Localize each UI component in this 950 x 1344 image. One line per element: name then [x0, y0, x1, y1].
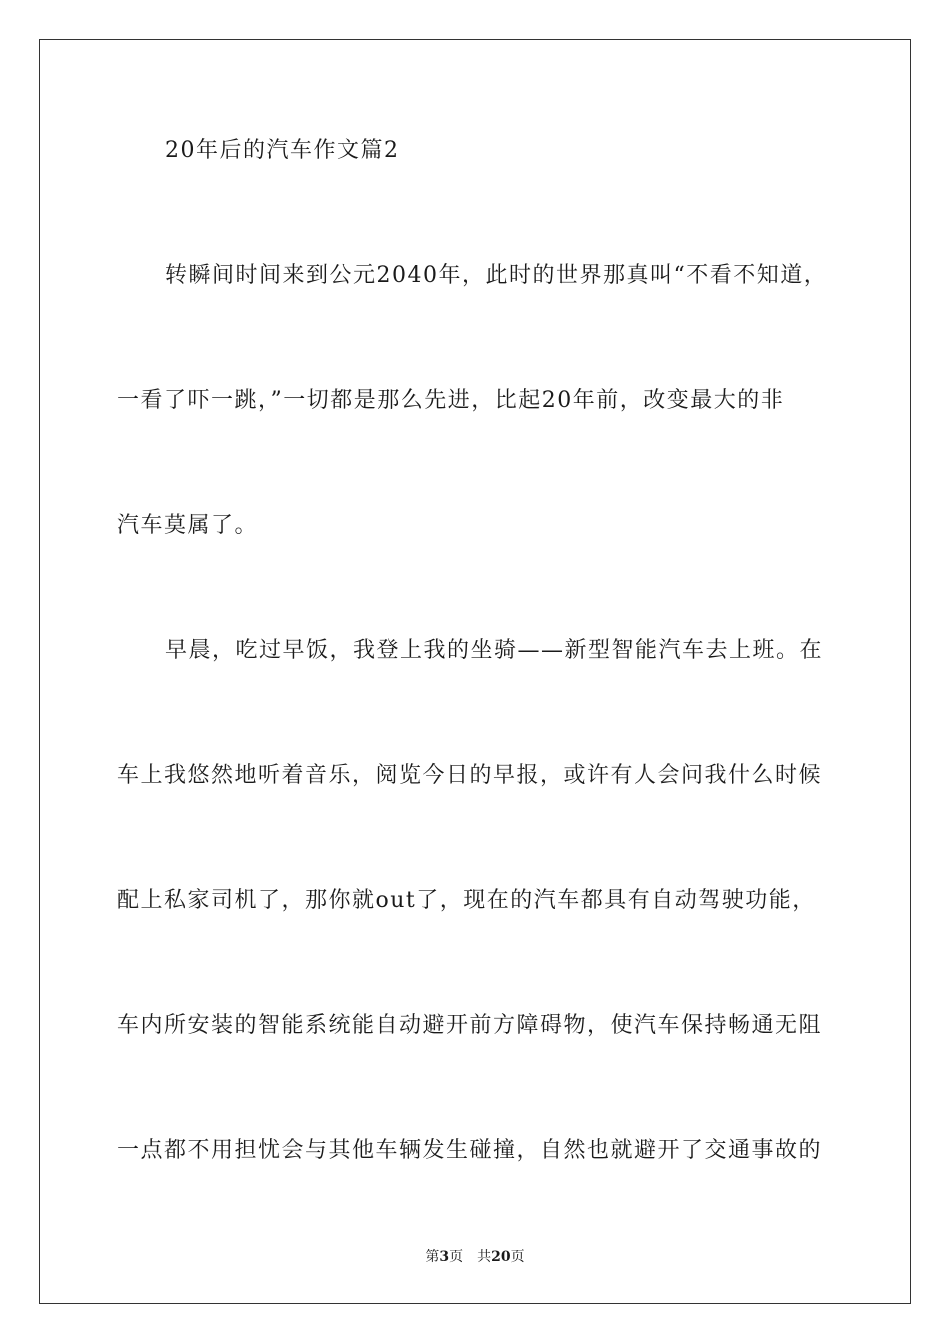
footer-page-suffix: 页 [449, 1249, 464, 1265]
footer-total-suffix: 页 [510, 1249, 525, 1265]
paragraph-line-2: 一看了吓一跳，”一切都是那么先进，比起20年前，改变最大的非 [117, 388, 785, 413]
footer-total-pages: 20 [491, 1249, 511, 1265]
paragraph-line-1: 转瞬间时间来到公元2040年，此时的世界那真叫“不看不知道， [165, 263, 828, 288]
paragraph-line-5: 车上我悠然地听着音乐，阅览今日的早报，或许有人会问我什么时候 [117, 763, 823, 788]
paragraph-line-3: 汽车莫属了。 [117, 513, 259, 538]
paragraph-line-6: 配上私家司机了，那你就out了，现在的汽车都具有自动驾驶功能， [117, 888, 816, 913]
page-footer [0, 1248, 950, 1266]
paragraph-line-8: 一点都不用担忧会与其他车辆发生碰撞，自然也就避开了交通事故的 [117, 1138, 823, 1163]
footer-page-number: 3 [439, 1249, 450, 1265]
paragraph-line-4: 早晨，吃过早饭，我登上我的坐骑——新型智能汽车去上班。在 [165, 638, 824, 663]
document-title: 20年后的汽车作文篇2 [165, 138, 400, 163]
paragraph-line-7: 车内所安装的智能系统能自动避开前方障碍物，使汽车保持畅通无阻 [117, 1013, 823, 1038]
footer-total-prefix: 共 [477, 1249, 492, 1265]
footer-page-prefix: 第 [425, 1249, 440, 1265]
page-frame [39, 39, 911, 1304]
